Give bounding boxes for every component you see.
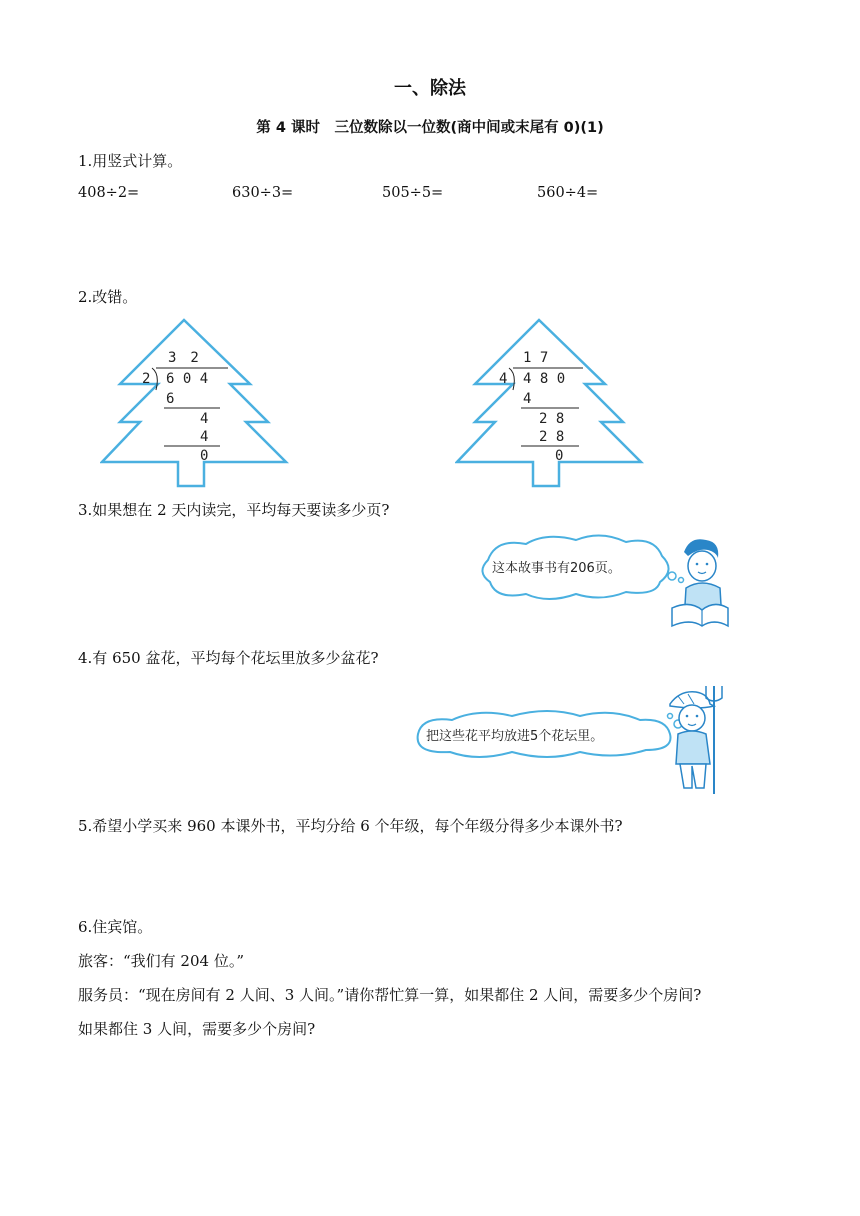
question-6-prompt: 6.住宾馆。 bbox=[78, 918, 153, 936]
calc-item-1: 408÷2= bbox=[78, 185, 140, 201]
tree1-dividend: 6 0 4 bbox=[166, 371, 209, 387]
tree-frame-2 bbox=[455, 318, 645, 490]
q4-illustration bbox=[408, 682, 734, 800]
tree2-divisor: 4 bbox=[499, 371, 508, 387]
calc-item-2: 630÷3= bbox=[232, 185, 294, 201]
question-4-prompt: 4.有 650 盆花，平均每个花坛里放多少盆花? bbox=[78, 649, 379, 667]
page-title: 一、除法 bbox=[394, 78, 466, 99]
question-1-prompt: 1.用竖式计算。 bbox=[78, 152, 183, 170]
tree2-step-4: 0 bbox=[555, 448, 564, 464]
tree2-step-1: 4 bbox=[523, 391, 532, 407]
tree1-step-3: 4 bbox=[200, 429, 209, 445]
q4-bubble-text: 把这些花平均放进5个花坛里。 bbox=[426, 729, 604, 744]
calc-item-3: 505÷5= bbox=[382, 185, 444, 201]
question-2-prompt: 2.改错。 bbox=[78, 288, 138, 306]
question-6-line-3: 如果都住 3 人间，需要多少个房间? bbox=[78, 1020, 316, 1038]
tree2-dividend: 4 8 0 bbox=[523, 371, 566, 387]
tree1-step-4: 0 bbox=[200, 448, 209, 464]
tree1-step-1: 6 bbox=[166, 391, 175, 407]
calc-item-4: 560÷4= bbox=[537, 185, 599, 201]
tree2-step-3: 2 8 bbox=[539, 429, 565, 445]
q3-bubble-text: 这本故事书有206页。 bbox=[492, 561, 621, 576]
tree-frame-1 bbox=[100, 318, 290, 490]
q3-illustration bbox=[476, 530, 732, 630]
question-6-line-2: 服务员：“现在房间有 2 人间、3 人间。”请你帮忙算一算，如果都住 2 人间，需要多少个房间? bbox=[78, 986, 702, 1004]
question-5-prompt: 5.希望小学买来 960 本课外书，平均分给 6 个年级，每个年级分得多少本课外书? bbox=[78, 817, 623, 835]
tree1-quotient: 3 2 bbox=[168, 350, 199, 366]
question-6-line-1: 旅客：“我们有 204 位。” bbox=[78, 952, 245, 970]
tree2-quotient: 1 7 bbox=[523, 350, 549, 366]
farmer-icon bbox=[670, 686, 722, 794]
tree2-step-2: 2 8 bbox=[539, 411, 565, 427]
tree1-divisor: 2 bbox=[142, 371, 151, 387]
question-3-prompt: 3.如果想在 2 天内读完，平均每天要读多少页? bbox=[78, 501, 390, 519]
tree1-step-2: 4 bbox=[200, 411, 209, 427]
lesson-subtitle: 第 4 课时 三位数除以一位数(商中间或末尾有 0)(1) bbox=[256, 120, 604, 136]
